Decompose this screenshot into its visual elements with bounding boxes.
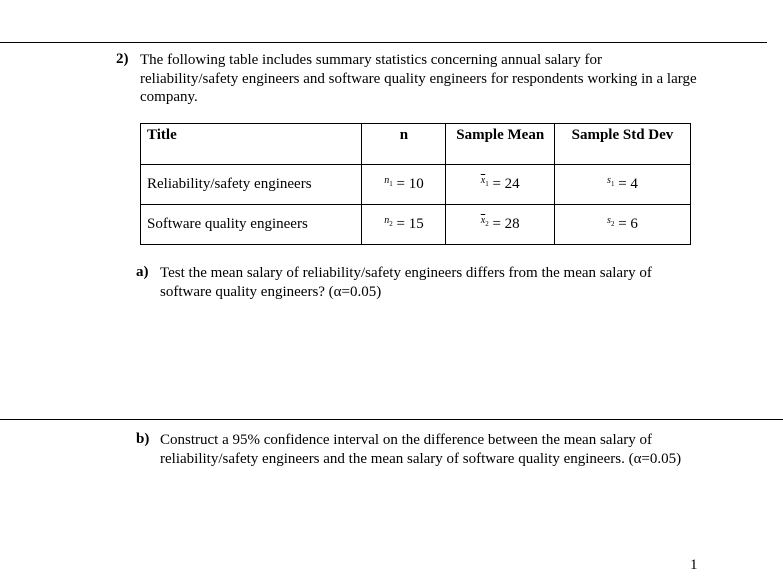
- sd-symbol: s2: [607, 215, 615, 228]
- sd-cell: [554, 165, 690, 205]
- part-b-text: Construct a 95% confidence interval on the difference between the mean salary of reliability/safety engineers and the mean salary of software quality engineers. (α=0.05): [160, 432, 682, 467]
- page-number: 1: [690, 557, 698, 573]
- sd-value: = 6: [618, 216, 638, 232]
- mean-value: = 28: [492, 216, 520, 232]
- question-text: The following table includes summary statistics concerning annual salary for reliability/safety engineers and software quality engineers for respondents working in a large company.: [140, 52, 697, 105]
- mean-cell: [446, 205, 554, 245]
- question-number: 2): [116, 51, 129, 67]
- sd-value: = 4: [618, 176, 638, 192]
- table-header-row: [141, 124, 691, 165]
- part-a-text: Test the mean salary of reliability/safety engineers differs from the mean salary of software quality engineers? (α=0.05): [160, 265, 652, 300]
- header-n: n: [362, 124, 446, 165]
- mean-symbol: x1: [480, 175, 489, 188]
- mean-value: = 24: [492, 176, 520, 192]
- summary-statistics-table: [140, 123, 691, 245]
- header-sample-mean: Sample Mean: [446, 124, 554, 165]
- header-title: Title: [141, 124, 362, 165]
- table-row: [141, 205, 691, 245]
- table-row: [141, 165, 691, 205]
- n-cell: [362, 205, 446, 245]
- header-sample-std-dev: Sample Std Dev: [554, 124, 690, 165]
- part-a-label: a): [136, 264, 149, 280]
- row-title: Software quality engineers: [141, 205, 362, 245]
- mean-symbol: x2: [480, 215, 489, 228]
- sd-symbol: s1: [607, 175, 615, 188]
- n-value: = 10: [396, 176, 424, 192]
- n-cell: [362, 165, 446, 205]
- mean-cell: [446, 165, 554, 205]
- n-symbol: n2: [384, 215, 393, 228]
- part-b-label: b): [136, 431, 150, 447]
- middle-divider: [0, 419, 783, 420]
- row-title: Reliability/safety engineers: [141, 165, 362, 205]
- top-divider: [0, 42, 767, 43]
- n-value: = 15: [396, 216, 424, 232]
- n-symbol: n1: [384, 175, 393, 188]
- sd-cell: [554, 205, 690, 245]
